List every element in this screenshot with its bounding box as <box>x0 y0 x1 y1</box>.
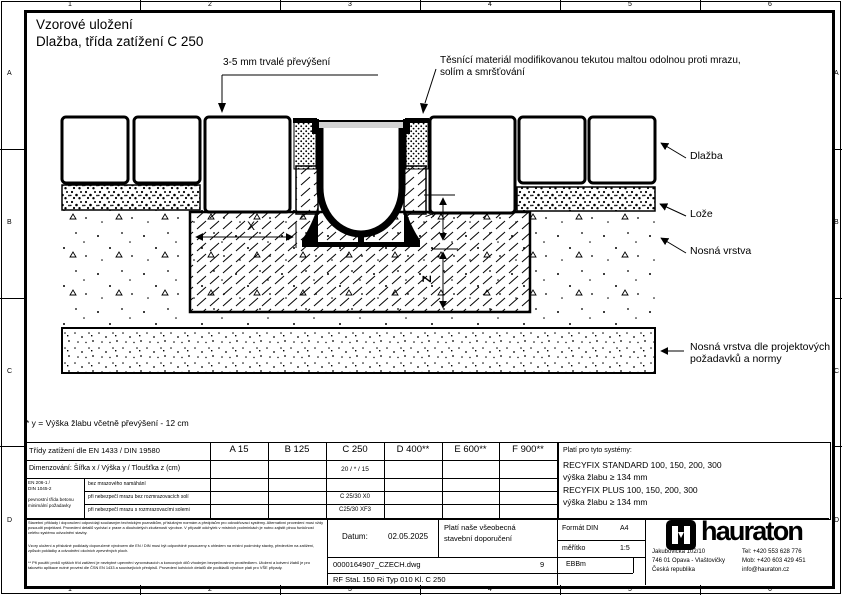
fine-print-paragraph: Stavební příklady i doporučení odpovídají současným technickým poznatkům, příslušným normám a předpisům pro odvodňovací systémy. Alternativní provedení musí vždy posoudit projektant. Provedení detailů vychází z praxe a dlouholetých zkušeností výrobce. V případě odchylek v místních podmínkách je nutno zajistit plnou funkčnost celého systému odvodnění stavby. <box>28 520 324 535</box>
norm-ref: minimální požadavky <box>28 503 71 508</box>
leader-line <box>661 143 686 158</box>
table-border-line <box>24 460 557 461</box>
ruler-label: 2 <box>208 1 212 8</box>
channel-stem <box>358 231 364 243</box>
norm-ref: EN 206-1 / <box>28 480 50 485</box>
table-border-line <box>24 478 557 479</box>
ruler-label: 3 <box>348 1 352 8</box>
table-dim-label: Dimenzování: Šířka x / Výška y / Tloušťka z (cm) <box>29 465 181 472</box>
systems-line: RECYFIX PLUS 100, 150, 200, 300 <box>563 485 698 495</box>
page-title: Vzorové uložení <box>36 17 133 32</box>
recommendation-note: stavební doporučení <box>444 534 512 543</box>
systems-line: výška žlabu ≥ 134 mm <box>563 472 648 482</box>
bedding-left <box>62 185 200 210</box>
ruler-label: D <box>834 517 840 524</box>
scale-value: 1:5 <box>620 545 630 552</box>
dim-label-x: X <box>247 219 256 233</box>
class-c250: C 250 <box>342 444 368 455</box>
leader-arrow <box>420 103 428 114</box>
systems-title: Platí pro tyto systémy: <box>563 447 632 454</box>
paving-block <box>134 117 200 183</box>
titleblock-border <box>633 557 634 573</box>
contact-line: info@hauraton.cz <box>742 567 790 573</box>
contact-line: Mob: +420 603 429 451 <box>742 558 806 564</box>
ruler-label: C <box>7 368 13 375</box>
hauraton-logo-icon <box>666 520 696 550</box>
dim-label-y: y <box>422 211 435 218</box>
ruler-label: 5 <box>628 586 632 593</box>
titleblock-border <box>438 518 439 557</box>
concrete-row-label: bez mrazového namáhání <box>88 481 146 487</box>
ruler-label: 3 <box>348 586 352 593</box>
table-header-label: Třídy zatížení dle EN 1433 / DIN 19580 <box>29 446 160 455</box>
paving-block <box>62 117 128 183</box>
sheet-number: 9 <box>540 560 545 569</box>
class-d400: D 400** <box>396 444 430 455</box>
systems-line: výška žlabu ≥ 134 mm <box>563 497 648 507</box>
channel-base <box>302 242 420 247</box>
contact-line: Tel: +420 553 628 776 <box>742 549 802 555</box>
annotation-sealing: Těsnící materiál modifikovanou tekutou maltou odolnou proti mrazu, solím a smršťování <box>440 55 741 78</box>
titleblock-border <box>557 518 558 585</box>
leader-line <box>660 204 686 216</box>
titleblock-border <box>557 540 645 541</box>
ruler-label: A <box>7 70 12 77</box>
address-line: Česká republika <box>652 567 696 573</box>
ruler-label: 4 <box>488 1 492 8</box>
file-name: 0000164907_CZECH.dwg <box>333 560 421 569</box>
leader-arrow <box>218 103 226 113</box>
paving-block <box>589 117 655 183</box>
fine-print-paragraph: ** Při použití prvků vyšších tříd zatížení je nezbytné upevnění vyrovnávacích a koncových dílů vhodným bezpečnostním prostředkem. Uložení a kotvení žlabů je pro takovéto aplikace nutné provést dle ČSN EN 1433 a souvisejících předpisů. Provedení kotvicích detailů dle podkladů výrobce platí pro VŠE případy. <box>28 560 310 570</box>
table-border-line <box>84 478 85 518</box>
page-subtitle: Dlažba, třída zatížení C 250 <box>36 34 204 49</box>
annotation-overfill: 3-5 mm trvalé převýšení <box>223 57 331 68</box>
table-dim-c250: 20 / * / 15 <box>341 466 369 473</box>
ruler-label: 2 <box>208 586 212 593</box>
format-value: A4 <box>620 525 629 532</box>
concrete-row-label: při nebezpečí mrazu bez rozmrazovacích solí <box>88 494 189 500</box>
date-label: Datum: <box>342 532 368 541</box>
concrete-value-c250: C25/30 XF3 <box>338 507 372 513</box>
scale-label: měřítko <box>562 545 586 552</box>
layer-label-dlazba: Dlažba <box>690 150 723 162</box>
author-initials: EBBm <box>566 561 586 568</box>
ruler-label: 6 <box>768 1 772 8</box>
layer-label-nosna-dle: Nosná vrstva dle projektových požadavků a normy <box>690 341 831 366</box>
fine-print-paragraph: Vzory uložení a příslušné podklady doporučené výrobcem dle EN / DIN musí být odpovědně posouzeny s ohledem na místní podmínky stavby, především na zatížení, způsob pokládky a odvodnění okolních zpevněných ploch. <box>28 543 315 553</box>
ruler-label: 5 <box>628 1 632 8</box>
address-line: Jakubovická 102/10 <box>652 549 706 555</box>
paving-block <box>519 117 585 183</box>
class-f900: F 900** <box>512 444 544 455</box>
format-label: Formát DIN <box>562 525 599 532</box>
ruler-label: B <box>7 219 12 226</box>
channel-body <box>320 128 402 234</box>
norm-ref: DIN 1045-2 <box>28 486 52 491</box>
date-value: 02.05.2025 <box>388 532 429 541</box>
brand-wordmark: hauraton <box>701 516 803 546</box>
titleblock-border <box>327 573 633 574</box>
ruler-label: A <box>834 70 839 77</box>
layer-label-nosna: Nosná vrstva <box>690 245 752 257</box>
subbase-layer <box>62 328 655 373</box>
systems-line: RECYFIX STANDARD 100, 150, 200, 300 <box>563 460 722 470</box>
concrete-value-c250: C 25/30 X0 <box>339 494 371 500</box>
layer-label-loze: Lože <box>690 208 713 220</box>
address-line: 746 01 Opava - Vlaštovičky <box>652 558 726 564</box>
ruler-label: 4 <box>488 586 492 593</box>
bedding-right <box>517 187 655 211</box>
ruler-label: 6 <box>768 586 772 593</box>
class-a15: A 15 <box>229 444 249 455</box>
titleblock-border <box>327 557 645 558</box>
table-border-line <box>84 491 557 492</box>
concrete-row-label: při nebezpečí mrazu s rozmrazovacími solemi <box>88 507 190 513</box>
ruler-label: D <box>7 517 13 524</box>
ruler-label: 1 <box>68 586 72 593</box>
leader-line <box>425 69 436 103</box>
ruler-label: B <box>834 219 839 226</box>
footnote-y: * y = Výška žlabu včetně převýšení - 12 cm <box>26 418 189 428</box>
ruler-label: C <box>834 368 840 375</box>
ruler-label: 1 <box>68 1 72 8</box>
table-border-line <box>84 504 557 505</box>
concrete-wall-left <box>296 166 318 214</box>
titleblock-border <box>645 518 646 585</box>
paving-block-tall-left <box>205 117 290 212</box>
concrete-wall-right <box>404 166 426 214</box>
drawing-title: RF StaL 150 Ri Typ 010 Kl. C 250 <box>333 575 446 584</box>
titleblock-border <box>327 518 328 585</box>
class-b125: B 125 <box>284 444 310 455</box>
class-e600: E 600** <box>454 444 487 455</box>
recommendation-note: Platí naše všeobecná <box>444 523 516 532</box>
dim-label-z: Z <box>419 275 434 283</box>
norm-ref: pevnostní třída betonu <box>28 497 74 502</box>
leader-line <box>661 238 686 253</box>
